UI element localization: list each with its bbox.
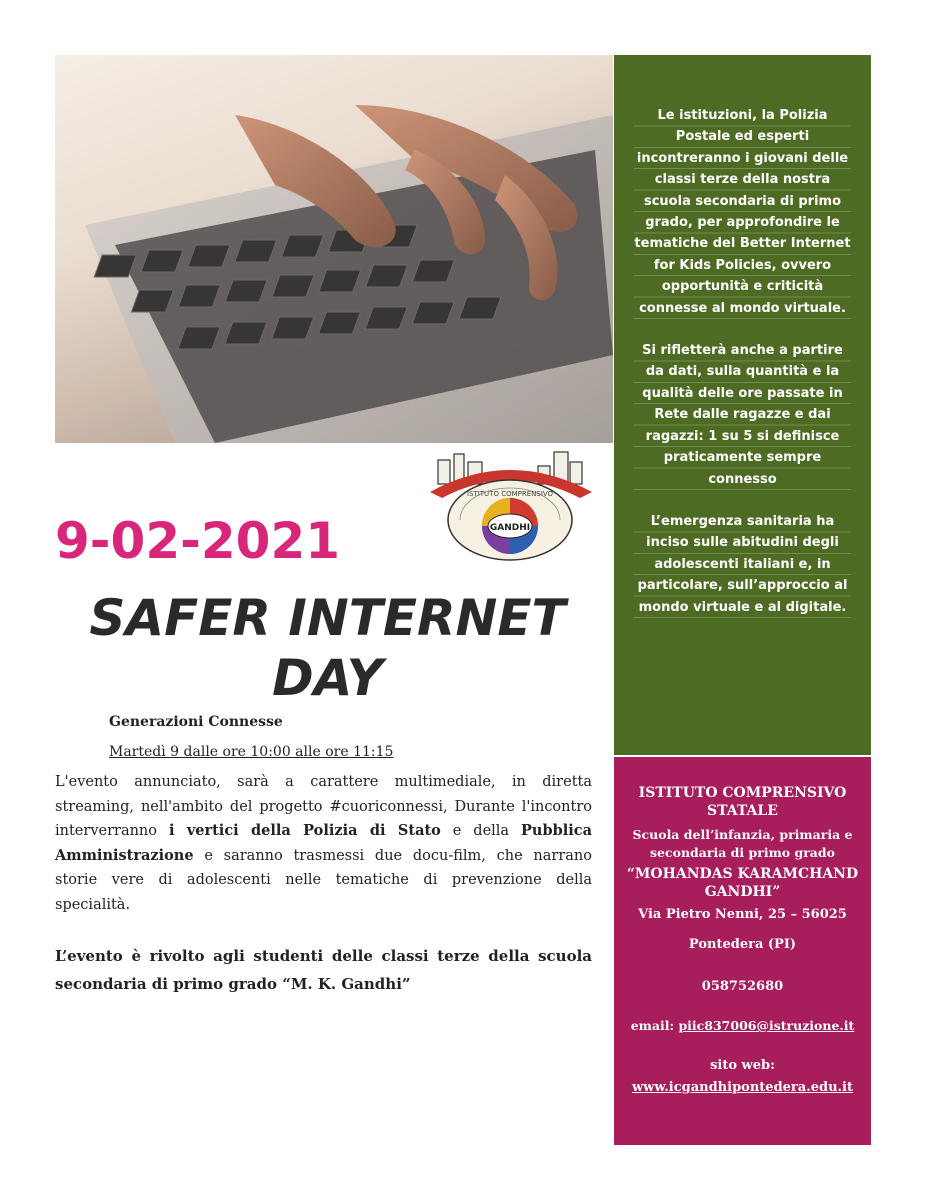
laptop-photo-graphic bbox=[55, 55, 613, 443]
event-subtitle: Generazioni Connesse bbox=[109, 714, 283, 730]
school-email-line bbox=[622, 1017, 863, 1035]
seal-center-text: GANDHI bbox=[489, 523, 531, 533]
school-address: Via Pietro Nenni, 25 – 56025 bbox=[638, 907, 847, 922]
event-date: 9-02-2021 bbox=[55, 512, 341, 570]
school-title: ISTITUTO COMPRENSIVO STATALE bbox=[638, 785, 847, 819]
school-contact-panel bbox=[614, 757, 871, 1145]
school-city: Pontedera (PI) bbox=[688, 937, 797, 952]
event-time: Martedì 9 dalle ore 10:00 alle ore 11:15 bbox=[109, 744, 394, 760]
hands-typing-on-laptop-photo bbox=[55, 55, 613, 443]
email-link[interactable]: piic837006@istruzione.it bbox=[678, 1018, 855, 1033]
email-label: email: bbox=[630, 1018, 679, 1033]
info-paragraph-3: L’emergenza sanitaria ha inciso sulle abitudini degli adolescenti italiani e, in particolare, sull’approccio al mondo virtuale e al digitale. bbox=[634, 511, 851, 618]
event-title-line2: DAY bbox=[272, 649, 383, 707]
description-part-1: L'evento annunciato, sarà a carattere multimediale, in diretta streaming, nell'ambito del progetto #cuoriconnessi, Durante l'incontro interverranno bbox=[55, 774, 592, 839]
school-phone: 058752680 bbox=[701, 979, 784, 994]
event-title bbox=[55, 588, 600, 708]
website-label: sito web: bbox=[710, 1058, 775, 1073]
event-audience: L’evento è rivolto agli studenti delle classi terze della scuola secondaria di primo grado “M. K. Gandhi” bbox=[55, 947, 592, 993]
description-part-3: e saranno trasmessi due docu-film, che narrano storie vere di adolescenti nelle tematiche di prevenzione della specialità. bbox=[55, 847, 592, 913]
description-bold-1: i vertici della Polizia di Stato bbox=[168, 822, 441, 839]
gandhi-school-seal-icon bbox=[420, 448, 600, 568]
school-subtitle: Scuola dell’infanzia, primaria e secondaria di primo grado bbox=[632, 827, 853, 860]
info-paragraph-2: Si rifletterà anche a partire da dati, sulla quantità e la qualità delle ore passate in Rete dalle ragazze e dai ragazzi: 1 su 5 si definisce praticamente sempre connesso bbox=[634, 340, 851, 490]
website-link[interactable]: www.icgandhipontedera.edu.it bbox=[631, 1080, 854, 1095]
info-panel bbox=[614, 55, 871, 755]
event-title-line1: SAFER INTERNET bbox=[89, 589, 566, 647]
info-paragraph-1: Le istituzioni, la Polizia Postale ed esperti incontreranno i giovani delle classi terze della nostra scuola secondaria di primo grado, per approfondire le tematiche del Better Internet for Kids Policies, ovvero opportunità e criticità connesse al mondo virtuale. bbox=[634, 105, 851, 319]
school-name: “MOHANDAS KARAMCHAND GANDHI” bbox=[626, 866, 859, 900]
description-bold-2: Pubblica Amministrazione bbox=[55, 822, 592, 864]
seal-text: ISTITUTO COMPRENSIVO bbox=[466, 490, 554, 498]
description-part-2: e della bbox=[440, 823, 522, 839]
gandhi-school-seal bbox=[420, 448, 600, 568]
event-description bbox=[55, 770, 592, 917]
